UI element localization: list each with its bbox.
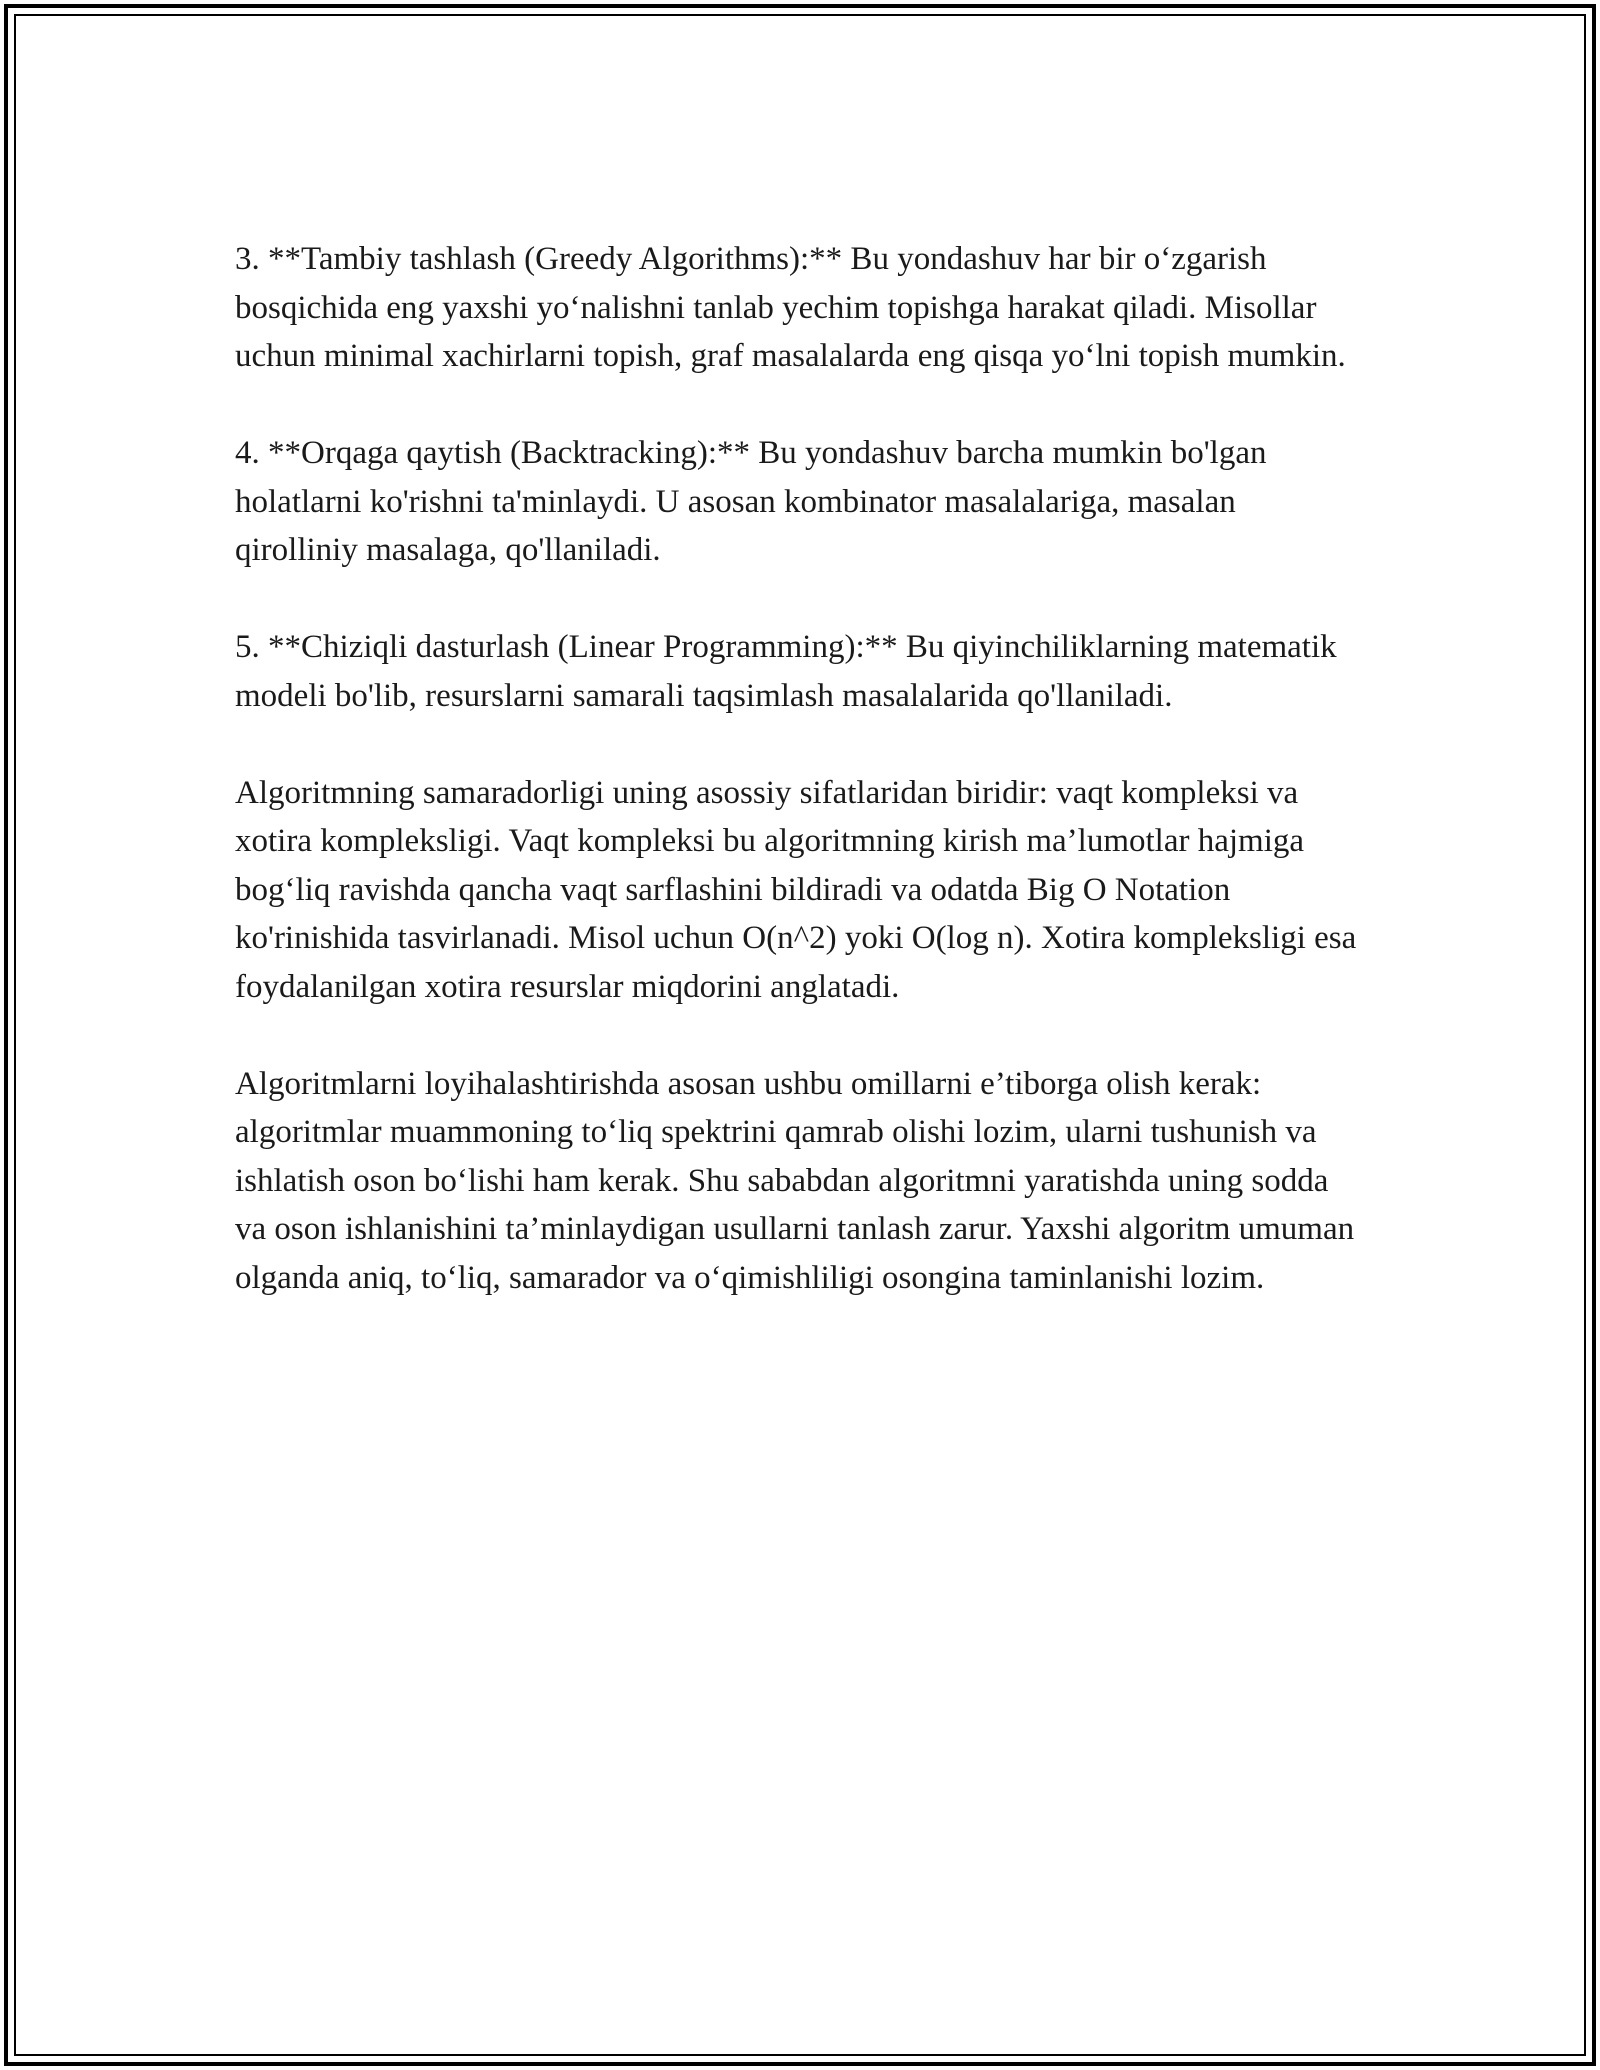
document-body <box>235 235 1365 1351</box>
paragraph-algorithm-design: Algoritmlarni loyihalashtirishda asosan ushbu omillarni e’tiborga olish kerak: algoritmlar muammoning to‘liq spektrini qamrab olishi lozim, ularni tushunish va ishlatish oson bo‘lishi ham kerak. Shu sababdan algoritmni yaratishda uning sodda va oson ishlanishini ta’minlaydigan usullarni tanlash zarur. Yaxshi algoritm umuman olganda aniq, to‘liq, samarador va o‘qimishliligi osongina taminlanishi lozim. <box>235 1065 1355 1296</box>
paragraph-algorithm-efficiency: Algoritmning samaradorligi uning asossiy sifatlaridan biridir: vaqt kompleksi va xotira kompleksligi. Vaqt kompleksi bu algoritmning kirish ma’lumotlar hajmiga bog‘liq ravishda qancha vaqt sarflashini bildiradi va odatda Big O Notation ko'rinishida tasvirlanadi. Misol uchun O(n^2) yoki O(log n). Xotira kompleksligi esa foydalanilgan xotira resurslar miqdorini anglatadi. <box>235 774 1357 1005</box>
paragraph-backtracking: 4. **Orqaga qaytish (Backtracking):** Bu yondashuv barcha mumkin bo'lgan holatlarni ko'rishni ta'minlaydi. U asosan kombinator masalalariga, masalan qirolliniy masalaga, qo'llaniladi. <box>235 435 1267 568</box>
paragraph-linear-programming: 5. **Chiziqli dasturlash (Linear Programming):** Bu qiyinchiliklarning matematik modeli bo'lib, resurslarni samarali taqsimlash masalalarida qo'llaniladi. <box>235 629 1337 714</box>
paragraph-greedy-algorithms: 3. **Tambiy tashlash (Greedy Algorithms):** Bu yondashuv har bir o‘zgarish bosqichida eng yaxshi yo‘nalishni tanlab yechim topishga harakat qiladi. Misollar uchun minimal xachirlarni topish, graf masalalarda eng qisqa yo‘lni topish mumkin. <box>235 241 1346 374</box>
